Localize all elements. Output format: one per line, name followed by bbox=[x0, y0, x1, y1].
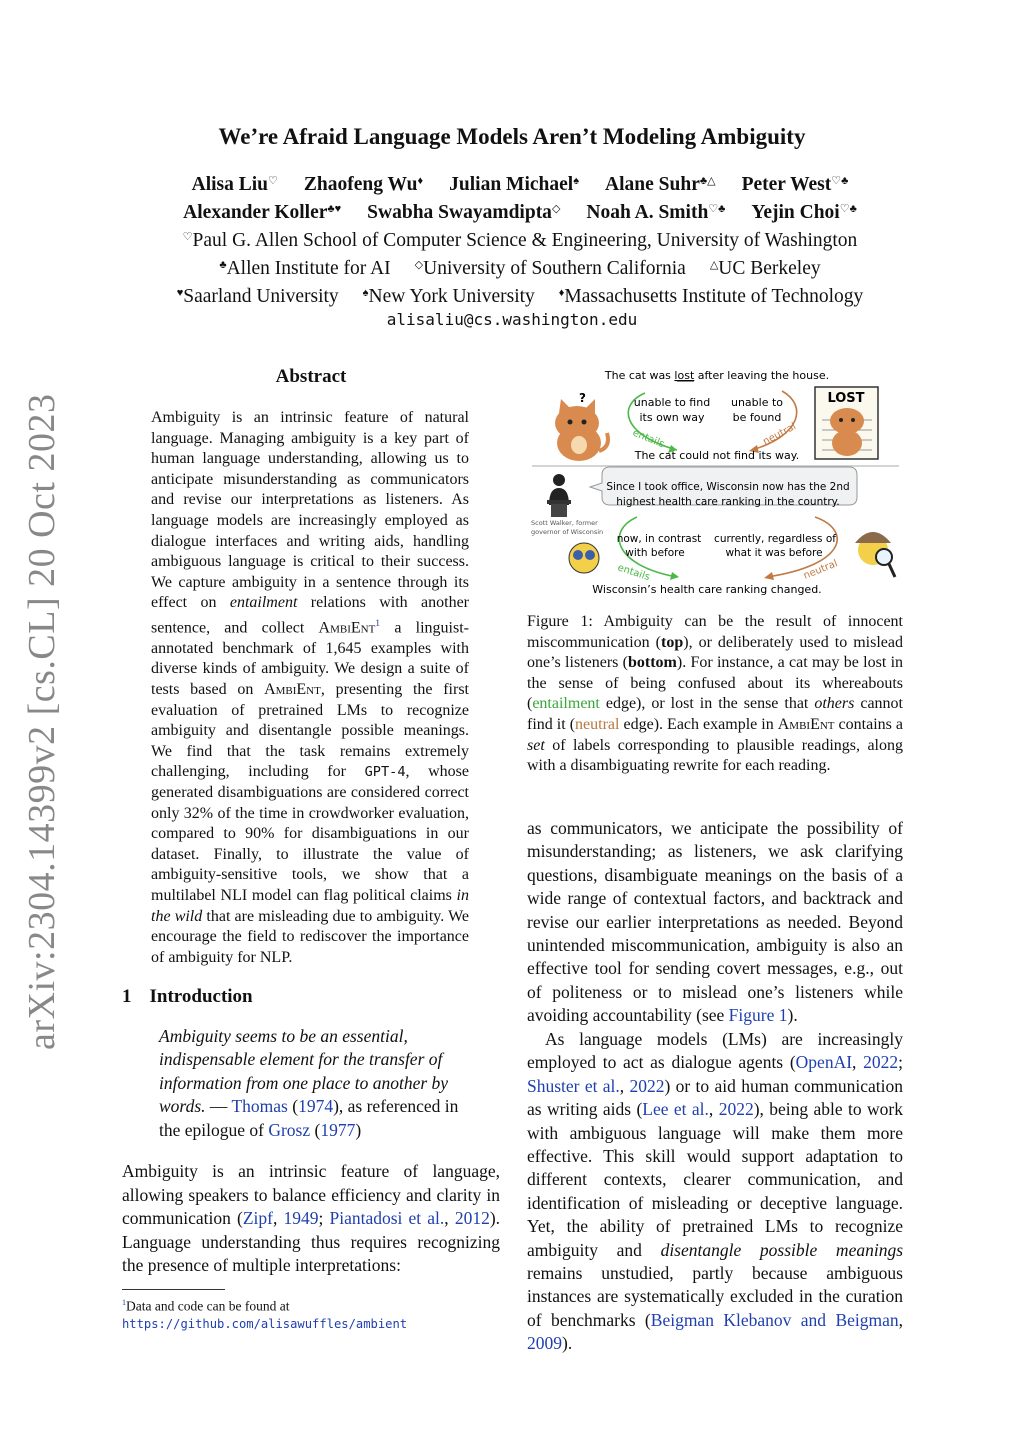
affiliation bbox=[415, 258, 686, 279]
politician-podium-icon bbox=[547, 474, 571, 517]
text-run: ). bbox=[787, 1005, 798, 1026]
text-run: ( bbox=[310, 1119, 321, 1140]
figure-1-caption bbox=[527, 612, 903, 777]
neutral-label: neutral bbox=[802, 558, 840, 582]
author-name bbox=[586, 202, 725, 223]
text-run: , bbox=[708, 1099, 719, 1120]
citation-link[interactable]: Piantadosi et al. bbox=[329, 1208, 445, 1228]
affiliation-marker: ♡♣ bbox=[839, 203, 857, 215]
author-name bbox=[367, 202, 560, 223]
text-run: , whose generated disambiguations are considered correct only 32% of the time in crowdworker evaluation, compared to 90% for disambiguations in our dataset. Finally, to illustrate the value of ambiguity-sensitive tools, we show that a multilabel NLI model can flag political claims bbox=[151, 763, 469, 904]
citation-link[interactable]: 2022 bbox=[863, 1052, 899, 1073]
affiliation bbox=[219, 258, 390, 279]
entails-label: entails bbox=[630, 427, 666, 451]
author-name bbox=[449, 174, 579, 195]
text-run: , presenting the first evaluation of pretrained LMs to recognize ambiguity and disentangle possible meanings. We find that the task remains extremely challenging, including for bbox=[151, 681, 470, 781]
citation-link[interactable]: Lee et al. bbox=[642, 1099, 709, 1120]
reading-1-line-1: unable to find bbox=[633, 396, 711, 409]
author-name-text: Alisa Liu bbox=[191, 174, 269, 195]
epigraph-quote bbox=[159, 1025, 462, 1142]
affiliation-marker: ◇ bbox=[551, 203, 561, 215]
affiliation-marker: ♣ bbox=[219, 259, 227, 271]
reading-2-line-1: currently, regardless of bbox=[714, 533, 836, 545]
affiliation bbox=[183, 230, 858, 251]
reading-2-line-2: what it was before bbox=[725, 547, 823, 559]
text-run: ; bbox=[898, 1052, 904, 1073]
affiliation-text: University of Southern California bbox=[423, 258, 686, 279]
neutral-label: neutral bbox=[761, 421, 799, 448]
reading-1-line-1: now, in contrast bbox=[616, 533, 702, 545]
affiliation-marker: ♠ bbox=[573, 175, 580, 187]
contact-email: alisaliu@cs.washington.edu bbox=[386, 310, 638, 329]
bottom-hypothesis: Wisconsin’s health care ranking changed. bbox=[592, 583, 822, 596]
text-run: a linguist-annotated benchmark of 1,645 examples with diverse kinds of ambiguity. We design a suite of tests based on bbox=[151, 619, 469, 699]
confused-cat-icon bbox=[555, 391, 608, 461]
author-name-text: Alexander Koller bbox=[183, 202, 328, 223]
svg-text:?: ? bbox=[579, 391, 586, 405]
text-run: ). For instance, a cat may be lost in the sense of being confused about its whereabouts ( bbox=[527, 654, 904, 713]
affiliation-marker: ◇ bbox=[414, 259, 424, 271]
text-run: top bbox=[661, 633, 684, 651]
intro-paragraph-1 bbox=[122, 1160, 500, 1278]
text-run: others bbox=[814, 695, 855, 713]
reading-2-line-1: unable to bbox=[730, 396, 784, 409]
text-run: GPT-4 bbox=[364, 764, 406, 781]
text-run: , bbox=[444, 1208, 455, 1228]
speaker-caption-1: Scott Walker, former bbox=[531, 519, 598, 527]
star-eyes-emoji-icon bbox=[569, 543, 599, 573]
text-run: contains a bbox=[834, 715, 904, 733]
citation-link[interactable]: 1977 bbox=[320, 1119, 356, 1140]
affiliations-row-2 bbox=[100, 255, 940, 283]
affiliation bbox=[177, 286, 339, 307]
text-run: neutral bbox=[575, 715, 620, 733]
reading-1-line-2: with before bbox=[625, 547, 685, 559]
text-run: in the wild bbox=[151, 886, 469, 925]
citation-link[interactable]: 2009 bbox=[527, 1333, 562, 1354]
affiliation-text: New York University bbox=[368, 286, 535, 307]
text-run: , bbox=[898, 1309, 903, 1330]
author-name bbox=[304, 174, 423, 195]
top-hypothesis: The cat could not find its way. bbox=[634, 449, 800, 462]
text-run: ). Language understanding thus requires recognizing the presence of multiple interpretations: bbox=[122, 1208, 501, 1275]
citation-link[interactable]: Zipf bbox=[242, 1208, 273, 1228]
author-name-text: Yejin Choi bbox=[751, 202, 840, 223]
text-run: entailment bbox=[532, 695, 600, 713]
affiliation-marker: ♣△ bbox=[699, 175, 716, 187]
footnote-divider bbox=[122, 1289, 225, 1290]
author-name bbox=[751, 202, 856, 223]
text-run: , bbox=[272, 1208, 284, 1228]
text-run: relations with another sentence, and collect bbox=[151, 594, 469, 637]
text-run: , bbox=[852, 1052, 864, 1073]
affiliation-marker: ♡ bbox=[182, 231, 193, 243]
text-run: set bbox=[527, 736, 545, 754]
citation-link[interactable]: 2022 bbox=[718, 1099, 754, 1120]
citation-link[interactable]: Figure 1 bbox=[728, 1005, 788, 1026]
footnote-1 bbox=[122, 1294, 502, 1334]
text-run: bottom bbox=[627, 654, 677, 672]
affiliation-marker: ♦ bbox=[417, 175, 424, 187]
affiliation-text: Massachusetts Institute of Technology bbox=[564, 286, 864, 307]
affiliation-marker: ♦ bbox=[558, 287, 565, 299]
citation-link[interactable]: Thomas bbox=[231, 1096, 288, 1117]
intro-paragraph-3 bbox=[527, 1028, 903, 1356]
author-name-text: Noah A. Smith bbox=[586, 202, 709, 223]
affiliation bbox=[363, 286, 535, 307]
affiliation-marker: ♡♣ bbox=[831, 175, 849, 187]
section-number: 1 bbox=[122, 986, 132, 1007]
figure-1 bbox=[527, 365, 905, 600]
author-name-text: Peter West bbox=[741, 174, 832, 195]
author-name-text: Alane Suhr bbox=[605, 174, 700, 195]
text-run: AmbiEnt bbox=[264, 681, 321, 699]
text-run: As language models (LMs) are increasingly employed to act as dialogue agents ( bbox=[527, 1029, 903, 1073]
affiliation bbox=[710, 258, 821, 279]
citation-link[interactable]: Shuster et al. bbox=[527, 1075, 620, 1096]
affiliation-text: Allen Institute for AI bbox=[226, 258, 391, 279]
text-run: remains unstudied, partly because ambiguous instances are systematically excluded in the curation of benchmarks ( bbox=[527, 1263, 903, 1330]
paper-title: We’re Afraid Language Models Aren’t Modeling Ambiguity bbox=[218, 124, 806, 149]
author-name bbox=[605, 174, 716, 195]
affiliations-row-3 bbox=[100, 283, 940, 311]
text-run: edge). Each example in bbox=[619, 715, 778, 733]
text-run: , bbox=[619, 1075, 630, 1096]
abstract-heading: Abstract bbox=[275, 366, 347, 387]
bubble-line-1: Since I took office, Wisconsin now has the 2nd bbox=[606, 481, 850, 493]
bubble-line-2: highest health care ranking in the country. bbox=[616, 496, 840, 508]
citation-link[interactable]: 2022 bbox=[629, 1075, 665, 1096]
author-name bbox=[183, 202, 341, 223]
affiliation-marker: ♡ bbox=[268, 175, 278, 187]
detective-magnifier-icon bbox=[855, 532, 895, 577]
arxiv-identifier: arXiv:2304.14399v2 [cs.CL] 20 Oct 2023 bbox=[21, 393, 63, 1050]
affiliation-text: Paul G. Allen School of Computer Science & Engineering, University of Washington bbox=[192, 230, 858, 251]
text-run: ; bbox=[318, 1208, 330, 1228]
affiliation bbox=[559, 286, 863, 307]
text-run: ) or to aid human communication as writing aids ( bbox=[527, 1075, 904, 1120]
citation-link[interactable]: 1974 bbox=[298, 1096, 334, 1117]
text-run: entailment bbox=[229, 594, 298, 612]
text-run: Ambiguity is an intrinsic feature of language, allowing speakers to balance efficiency and clarity in communication ( bbox=[122, 1161, 500, 1228]
reading-2-line-2: be found bbox=[732, 411, 782, 424]
author-name bbox=[742, 174, 849, 195]
authors-row-1 bbox=[120, 171, 920, 199]
citation-link[interactable]: Beigman Klebanov and Beigman bbox=[650, 1309, 899, 1330]
text-run: AmbiEnt bbox=[318, 619, 376, 637]
citation-link[interactable]: 1 bbox=[122, 1298, 127, 1307]
intro-paragraph-2 bbox=[527, 817, 903, 1028]
text-run: of labels corresponding to plausible readings, along with a disambiguating rewrite for each reading. bbox=[527, 736, 903, 775]
svg-text:LOST: LOST bbox=[827, 391, 865, 406]
section-title: Introduction bbox=[149, 986, 253, 1007]
author-name-text: Swabha Swayamdipta bbox=[367, 202, 552, 223]
citation-link[interactable]: OpenAI bbox=[795, 1052, 853, 1073]
citation-link[interactable]: Grosz bbox=[268, 1119, 311, 1140]
author-name-text: Julian Michael bbox=[449, 174, 574, 195]
authors-row-2 bbox=[120, 199, 920, 227]
text-run: — bbox=[205, 1096, 232, 1117]
text-run: Data and code can be found at bbox=[126, 1298, 290, 1314]
citation-link[interactable]: 2012 bbox=[454, 1208, 490, 1228]
text-run: ), as referenced in the epilogue of bbox=[159, 1096, 459, 1140]
citation-link[interactable]: 1949 bbox=[283, 1208, 319, 1228]
affiliation-text: Saarland University bbox=[183, 286, 339, 307]
citation-link[interactable]: https://github.com/alisawuffles/ambient bbox=[122, 1317, 408, 1331]
affiliation-text: UC Berkeley bbox=[718, 258, 821, 279]
affiliation-marker: ♥ bbox=[176, 287, 184, 299]
text-run: ) bbox=[355, 1119, 362, 1140]
author-name-text: Zhaofeng Wu bbox=[303, 174, 418, 195]
top-premise: The cat was lost after leaving the house. bbox=[604, 369, 830, 382]
entails-label: entails bbox=[616, 562, 652, 584]
text-run: cannot find it ( bbox=[527, 695, 903, 733]
text-run: that are misleading due to ambiguity. We encourage the field to rediscover the importance of ambiguity for NLP. bbox=[151, 907, 469, 966]
speaker-caption-2: governor of Wisconsin bbox=[531, 528, 604, 536]
text-run: Ambiguity is an intrinsic feature of natural language. Managing ambiguity is a key part of human language understanding, allowing us to anticipate misunderstanding as communicators and revise our interpretations as listeners. As language models are increasingly employed as dialogue interfaces and writing aids, handling ambiguous language is critical to their success. We capture ambiguity in a sentence through its effect on bbox=[151, 409, 469, 612]
text-run: ( bbox=[287, 1096, 299, 1117]
text-run: ), or deliberately used to mislead one’s listeners ( bbox=[527, 633, 903, 672]
lost-poster-icon bbox=[815, 387, 878, 459]
text-run: AmbiEnt bbox=[777, 715, 835, 733]
text-run: as communicators, we anticipate the possibility of misunderstanding; as listeners, we ask clarifying questions, disambiguate meanings on the basis of a wide range of contextual factors, and backtrack and revise our earlier interpretations as needed. Beyond unintended miscommunication, ambiguity is also an effective tool for sending covert messages, e.g., out of politeness or to mislead one’s listeners while avoiding accountability (see bbox=[527, 818, 903, 1026]
author-name bbox=[192, 174, 278, 195]
text-run: edge), or lost in the sense that bbox=[599, 695, 815, 713]
text-run: disentangle possible meanings bbox=[660, 1239, 904, 1260]
text-run: Ambiguity seems to be an essential, indispensable element for the transfer of information from one place to another by words. bbox=[159, 1026, 449, 1117]
text-run: Figure 1: Ambiguity can be the result of innocent miscommunication ( bbox=[527, 613, 903, 651]
affiliation-marker: ♠ bbox=[362, 287, 369, 299]
section-heading-introduction bbox=[122, 986, 253, 1008]
affiliation-marker: △ bbox=[709, 259, 719, 271]
text-run: ), being able to work with ambiguous language will make them more effective. This skill would support adaptation to different contexts, clearer communication, and identification of misleading or deceptive language. Yet, the ability of pretrained LMs to recognize ambiguity and bbox=[527, 1099, 904, 1260]
affiliations-row-1 bbox=[100, 227, 940, 255]
affiliation-marker: ♣♥ bbox=[327, 203, 342, 215]
affiliation-marker: ♡♣ bbox=[708, 203, 726, 215]
text-run: ). bbox=[562, 1333, 573, 1354]
abstract-text bbox=[151, 408, 469, 968]
reading-1-line-2: its own way bbox=[639, 411, 705, 424]
citation-link[interactable]: 1 bbox=[375, 617, 381, 629]
